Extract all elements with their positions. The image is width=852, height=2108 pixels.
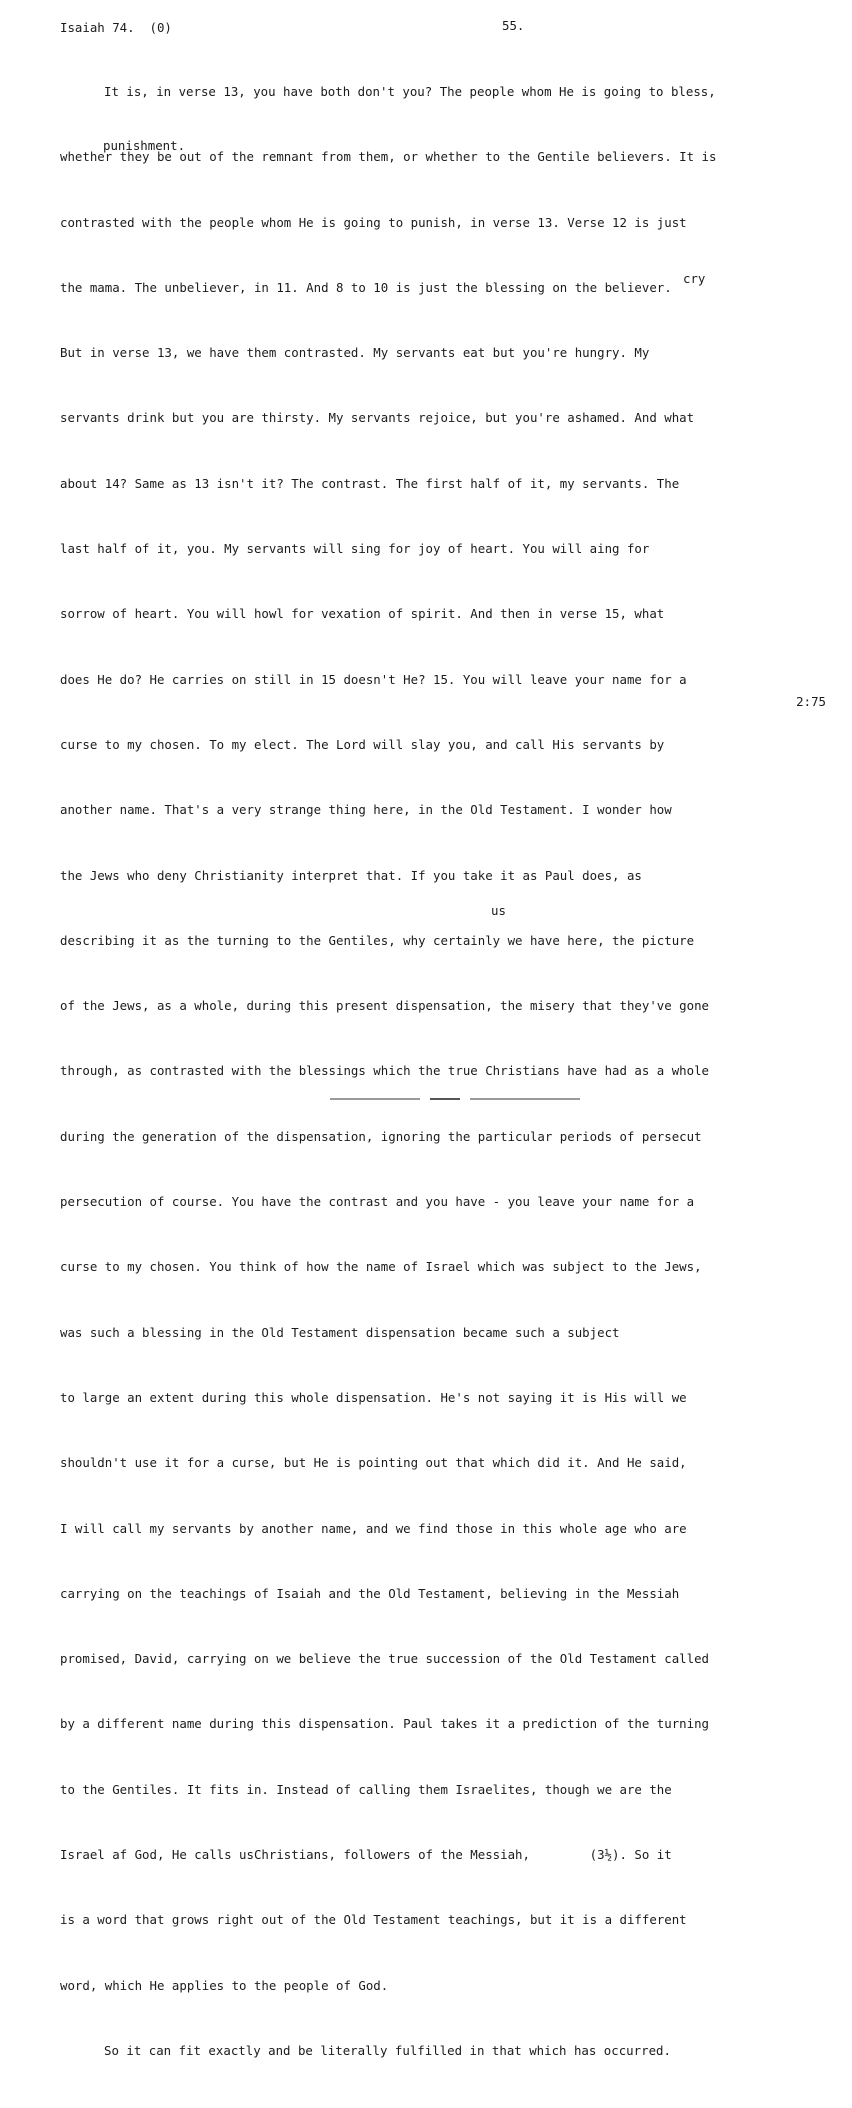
text-line: curse to my chosen. You think of how the name of Israel which was subject to the Jews, bbox=[60, 1259, 702, 1275]
text-line: during the generation of the dispensation, ignoring the particular periods of persecut bbox=[60, 1128, 702, 1144]
text-line: curse to my chosen. To my elect. The Lord will slay you, and call His servants by bbox=[60, 736, 665, 752]
text-line: describing it as the turning to the Gentiles, why certainly we have here, the picture bbox=[60, 932, 695, 948]
interlinear-correction: cry bbox=[683, 271, 706, 286]
page-number: 55. bbox=[502, 18, 525, 33]
text-line: the mama. The unbeliever, in 11. And 8 to 10 is just the blessing on the believer. bbox=[60, 279, 672, 295]
interlinear-correction: punishment. bbox=[103, 138, 186, 153]
text-line: of the Jews, as a whole, during this present dispensation, the misery that they've gone bbox=[60, 998, 710, 1014]
text-line: Israel af God, He calls usChristians, followers of the Messiah, (3½). So it bbox=[60, 1847, 672, 1863]
scan-mark bbox=[470, 1098, 580, 1100]
text-line: another name. That's a very strange thing here, in the Old Testament. I wonder how bbox=[60, 802, 672, 818]
text-line: shouldn't use it for a curse, but He is pointing out that which did it. And He said, bbox=[60, 1455, 687, 1471]
text-line: was such a blessing in the Old Testament dispensation became such a subject bbox=[60, 1324, 620, 1340]
text-line: promised, David, carrying on we believe the true succession of the Old Testament called bbox=[60, 1651, 710, 1667]
text-line: word, which He applies to the people of God. bbox=[60, 1977, 389, 1993]
text-line: contrasted with the people whom He is going to punish, in verse 13. Verse 12 is just bbox=[60, 214, 687, 230]
text-line: whether they be out of the remnant from them, or whether to the Gentile believers. It is bbox=[60, 149, 717, 165]
text-line: to large an extent during this whole dispensation. He's not saying it is His will we bbox=[60, 1389, 687, 1405]
header-title: Isaiah 74. (0) bbox=[60, 20, 172, 35]
text-line: sorrow of heart. You will howl for vexation of spirit. And then in verse 15, what bbox=[60, 606, 665, 622]
scan-mark bbox=[330, 1098, 420, 1100]
scan-mark bbox=[430, 1098, 460, 1100]
text-line: about 14? Same as 13 isn't it? The contrast. The first half of it, my servants. The bbox=[60, 475, 680, 491]
text-line: to the Gentiles. It fits in. Instead of calling them Israelites, though we are the bbox=[60, 1781, 672, 1797]
text-line: does He do? He carries on still in 15 doesn't He? 15. You will leave your name for a bbox=[60, 671, 687, 687]
text-line: But in verse 13, we have them contrasted. My servants eat but you're hungry. My bbox=[60, 345, 650, 361]
text-line: carrying on the teachings of Isaiah and the Old Testament, believing in the Messiah bbox=[60, 1585, 680, 1601]
text-line: I will call my servants by another name, and we find those in this whole age who are bbox=[60, 1520, 687, 1536]
scan-edge-artifact bbox=[0, 1098, 852, 1106]
interlinear-correction: us bbox=[491, 903, 506, 918]
text-line: by a different name during this dispensation. Paul takes it a prediction of the turning bbox=[60, 1716, 710, 1732]
text-line: last half of it, you. My servants will sing for joy of heart. You will aing for bbox=[60, 541, 650, 557]
text-line: So it can fit exactly and be literally fulfilled in that which has occurred. bbox=[104, 2042, 671, 2058]
text-line: through, as contrasted with the blessings which the true Christians have had as a whole bbox=[60, 1063, 710, 1079]
margin-note: 2:75 bbox=[796, 694, 826, 709]
text-line: persecution of course. You have the contrast and you have - you leave your name for a bbox=[60, 1194, 695, 1210]
body-text bbox=[60, 52, 840, 2108]
text-line: servants drink but you are thirsty. My servants rejoice, but you're ashamed. And what bbox=[60, 410, 695, 426]
text-line: the Jews who deny Christianity interpret that. If you take it as Paul does, as bbox=[60, 867, 642, 883]
text-line: It is, in verse 13, you have both don't you? The people whom He is going to bless, bbox=[104, 84, 716, 99]
text-line: is a word that grows right out of the Old Testament teachings, but it is a different bbox=[60, 1912, 687, 1928]
